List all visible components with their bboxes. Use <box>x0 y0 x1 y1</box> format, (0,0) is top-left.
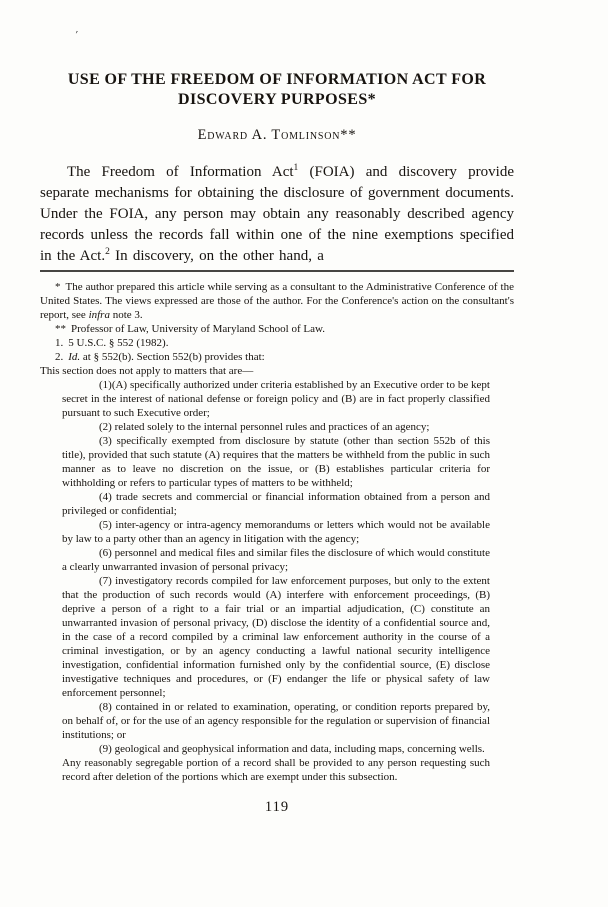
statute-exemption-item: (9) geological and geophysical information and data, including maps, concerning wells. <box>99 743 485 755</box>
footnote-doublestar-text: Professor of Law, University of Maryland School of Law. <box>71 323 325 335</box>
footnote-star-italic: infra <box>88 309 110 321</box>
intro-text-3: In discovery, on the other hand, a <box>109 248 324 264</box>
footnote-ref-1: 1 <box>293 163 299 173</box>
page-content <box>40 0 514 816</box>
intro-paragraph <box>40 162 514 267</box>
article-title <box>40 70 514 110</box>
statute-exemption-item: (4) trade secrets and commercial or financial information obtained from a person and privileged or confidential; <box>62 491 490 517</box>
intro-text-1: The Freedom of Information Act <box>67 164 294 180</box>
footnote-2-italic: Id. <box>68 351 81 363</box>
footnote-1-text: 5 U.S.C. § 552 (1982). <box>68 337 169 349</box>
footnote-star-marker: * <box>55 281 61 293</box>
intro-text-2: (FOIA) and discovery provide separate mechanisms for obtaining the disclosure of government documents. Under the FOIA, any person may obtain any reasonably described agency records unless the records fall within one of the nine exemptions specified in the Act. <box>40 164 514 264</box>
statute-closing-sentence: Any reasonably segregable portion of a record shall be provided to any person requesting such record after deletion of the portions which are exempt under this subsection. <box>62 757 490 783</box>
statute-exemption-item: (5) inter-agency or intra-agency memorandums or letters which would not be available by law to a party other than an agency in litigation with the agency; <box>62 519 490 545</box>
footnote-separator-rule <box>40 270 514 272</box>
footnote-2-marker: 2. <box>55 351 64 363</box>
article-title-line2: DISCOVERY PURPOSES* <box>177 91 377 108</box>
statute-blockquote <box>62 378 490 784</box>
stray-mark: ′ <box>73 28 79 42</box>
footnotes-section <box>40 280 514 784</box>
footnote-2-text: at § 552(b). Section 552(b) provides that: <box>80 351 265 363</box>
footnote-star-text: The author prepared this article while serving as a consultant to the Administrative Conference of the United States. The views expressed are those of the author. For the Conference's action on the consultant's report, see <box>40 281 514 321</box>
footnote-doublestar-marker: ** <box>55 323 66 335</box>
statute-exemption-item: (8) contained in or related to examination, operating, or condition reports prepared by, on behalf of, or for the use of an agency responsible for the regulation or supervision of financial institutions; or <box>62 701 490 741</box>
article-title-line1: USE OF THE FREEDOM OF INFORMATION ACT FOR <box>67 71 487 88</box>
page-number: 119 <box>264 799 290 815</box>
footnote-ref-2: 2 <box>105 247 110 257</box>
statute-exemption-item: (7) investigatory records compiled for law enforcement purposes, but only to the extent that the production of such records would (A) interfere with enforcement proceedings, (B) deprive a person of a right to a fair trial or an impartial adjudication, (C) constitute an unwarranted invasion of personal privacy, (D) disclose the identity of a confidential source and, in the case of a record compiled by a criminal law enforcement authority in the course of a criminal investigation, or by an agency conducting a lawful national security intelligence investigation, confidential information furnished only by the confidential source, (E) disclose investigative techniques and procedures, or (F) endanger the life or physical safety of law enforcement personnel; <box>62 575 490 699</box>
statute-exemption-item: (1)(A) specifically authorized under criteria established by an Executive order to be kept secret in the interest of national defense or foreign policy and (B) are in fact properly classified pursuant to such Executive order; <box>62 379 490 419</box>
statute-exemption-item: (6) personnel and medical files and similar files the disclosure of which would constitute a clearly unwarranted invasion of personal privacy; <box>62 547 490 573</box>
statute-lead-in: This section does not apply to matters that are— <box>40 365 254 377</box>
footnote-star-text-end: note 3. <box>109 309 143 321</box>
statute-exemption-item: (2) related solely to the internal personnel rules and practices of an agency; <box>99 421 430 433</box>
footnote-doublestar <box>40 322 514 336</box>
statute-exemption-item: (3) specifically exempted from disclosure by statute (other than section 552b of this title), provided that such statute (A) requires that the matters be withheld from the public in such manner as to leave no discretion on the issue, or (B) establishes particular criteria for withholding or refers to particular types of matters to be withheld; <box>62 435 490 489</box>
footnote-star <box>40 280 514 322</box>
footnote-1-marker: 1. <box>55 337 64 349</box>
footnote-1 <box>40 336 514 350</box>
footnote-2 <box>40 350 514 364</box>
author-name: Edward A. Tomlinson** <box>197 127 357 143</box>
